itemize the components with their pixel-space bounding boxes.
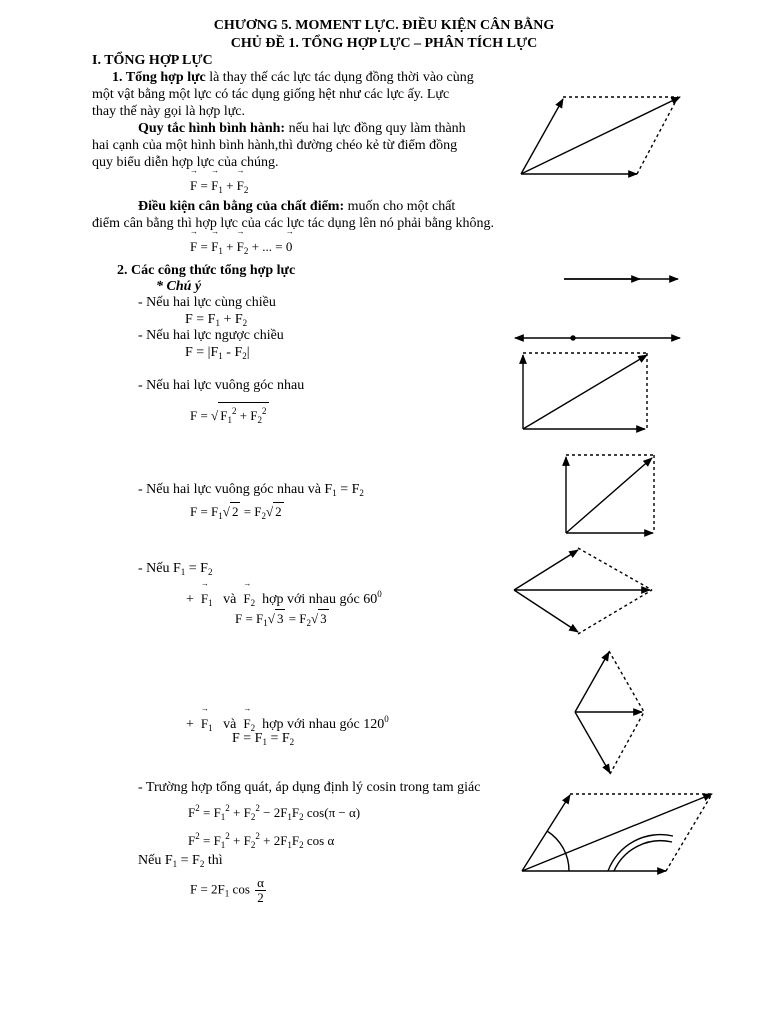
equilibrium-line-2: điểm cân bằng thì hợp lực của các lực tác dụng lên nó phải bằng không. [92, 216, 495, 231]
perpendicular-text: - Nếu hai lực vuông góc nhau [138, 378, 305, 393]
square-diagram [566, 455, 654, 533]
general-case-text: - Trường hợp tổng quát, áp dụng định lý cosin trong tam giác [138, 780, 481, 795]
definition-line-3: thay thế này gọi là hợp lực. [92, 104, 246, 119]
rule-line-3: quy biểu diễn hợp lực của chúng. [92, 155, 279, 170]
alpha-arc [547, 831, 569, 871]
parallelogram-diagram [521, 97, 680, 174]
equal-forces-text: - Nếu $F_1 = F_2$ [138, 561, 213, 577]
topic-title: CHỦ ĐỀ 1. TỔNG HỢP LỰC – PHÂN TÍCH LỰC [230, 36, 538, 51]
section-heading: I. TỔNG HỢP LỰC [92, 53, 213, 68]
angle-60-text: + → $F_1$ và → $F_2$ hợp với nhau góc $60^0$ [186, 586, 382, 612]
same-direction-text: - Nếu hai lực cùng chiều [138, 295, 276, 310]
note-label: * Chú ý [156, 279, 202, 294]
formula-cosine-2: $F^2 = F_1^2 + F_2^2 + 2F_1F_2$ cos α [188, 831, 335, 850]
formula-perpendicular-equal: $F = F_1√$ $2 = F_2√$ 2 [190, 504, 282, 521]
perpendicular-equal-text: - Nếu hai lực vuông góc nhau và $F_1 = F_2$ [138, 482, 364, 498]
definition-line-1: 1. Tổng hợp lực là thay thế các lực tác dụng đồng thời vào cùng [112, 70, 474, 85]
formulas-heading: 2. Các công thức tổng hợp lực [117, 263, 296, 278]
formula-perpendicular: F = √ $F_1^2 + F_2^2$ [190, 402, 269, 429]
chapter-title: CHƯƠNG 5. MOMENT LỰC. ĐIỀU KIỆN CÂN BẰNG [213, 18, 555, 33]
formula-cosine-1: $F^2 = F_1^2 + F_2^2 - 2F_1F_2$ cos(π − α) [188, 803, 361, 822]
angle-120-diagram [575, 651, 644, 774]
formula-half-angle: $F = 2F_1$ cos $\frac{\alpha}{2}$ [190, 875, 264, 905]
definition-line-2: một vật bằng một lực có tác dụng giống hệt như các lực ấy. Lực [92, 87, 450, 102]
formula-equilibrium: → F = → $F_1$ + → $F_2$ + ... = → 0 [190, 238, 292, 260]
formula-opposite-direction: $F = |F_1 - F_2|$ [185, 345, 250, 361]
equilibrium-line-1: Điều kiện cân bằng của chất điểm: muốn cho một chất [138, 199, 456, 214]
supplementary-arc-inner [614, 841, 672, 871]
opposite-direction-diagram [515, 336, 680, 340]
rule-line-2: hai cạnh của một hình bình hành,thì đường chéo kẻ từ điểm đồng [92, 138, 458, 153]
formula-same-direction: $F = F_1 + F_2$ [185, 312, 248, 328]
general-case-diagram [522, 794, 712, 871]
opposite-direction-text: - Nếu hai lực ngược chiều [138, 328, 284, 343]
formula-resultant: → F = → $F_1$ + → $F_2$ [190, 177, 248, 199]
formula-angle-60: $F = F_1√$ $3 = F_2√$ 3 [235, 611, 327, 628]
formula-angle-120: $F = F_1 = F_2$ [232, 731, 295, 747]
angle-60-diagram [514, 548, 652, 634]
rule-line-1: Quy tắc hình bình hành: nếu hai lực đồng quy làm thành [138, 121, 466, 136]
equal-case-text: Nếu $F_1 = F_2$ thì [138, 853, 223, 869]
perpendicular-diagram [523, 353, 647, 429]
angle-120-text: + → $F_1$ và → $F_2$ hợp với nhau góc $120^0$ [186, 711, 389, 737]
